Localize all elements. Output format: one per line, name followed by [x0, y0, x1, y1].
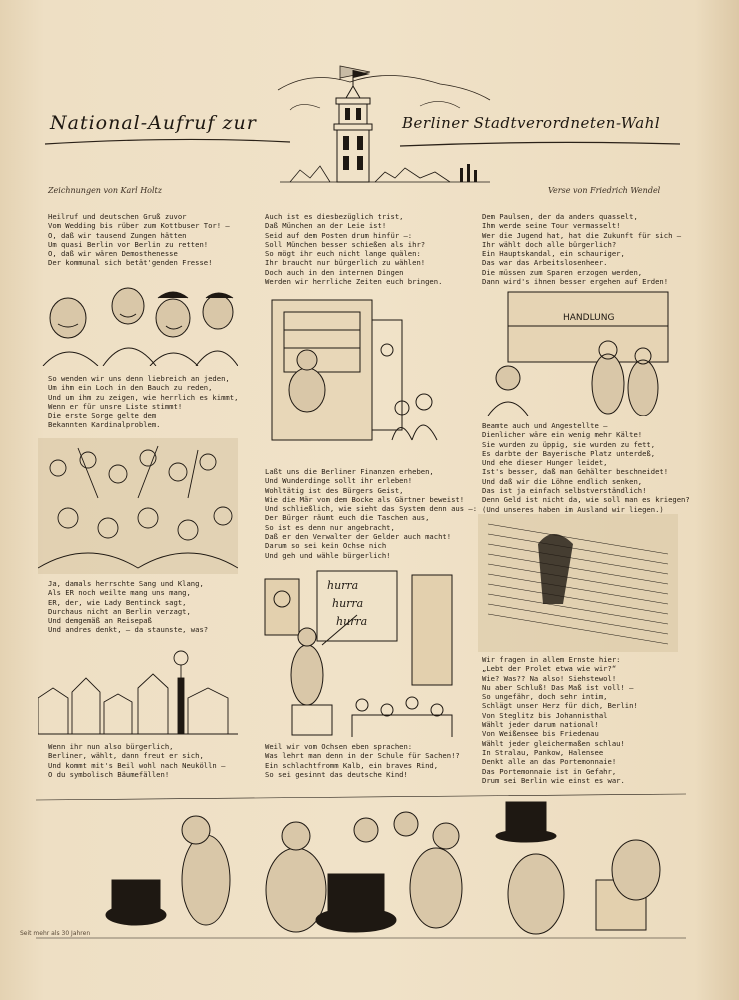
board-text-2: hurra — [332, 597, 364, 610]
verse-line: Wenn er für unsre Liste stimmt! — [48, 401, 183, 411]
verse-line: Um quasi Berlin vor Berlin zu retten! — [48, 239, 209, 249]
verse-line: Und Wunderdinge sollt ihr erleben! — [265, 476, 413, 486]
verse-line: Wählt jeder darum national! — [482, 720, 599, 730]
title-right: Berliner Stadtverordneten-Wahl — [402, 114, 661, 132]
verse-line: Ist's besser, daß man Gehälter beschneidet! — [482, 467, 669, 477]
verse-line: Ihm werde seine Tour vermasselt! — [482, 221, 621, 231]
verse-line: Das war das Arbeitslosenheer. — [482, 258, 608, 268]
verse-line: „Lebt der Prolet etwa wie wir?“ — [482, 664, 617, 674]
masthead — [40, 60, 700, 190]
verse-line: Seid auf dem Posten drum hinfür —: — [265, 230, 413, 240]
verse-line: Wir fragen in allem Ernste hier: — [482, 655, 621, 664]
verse-right-2 — [482, 421, 690, 514]
illustration-safe — [262, 290, 462, 460]
verse-line: Beamte auch und Angestellte — — [482, 421, 608, 430]
verse-line: Bekannten Kardinalproblem. — [48, 420, 161, 430]
verse-line: Ihr braucht nur bürgerlich zu wählen! — [265, 258, 426, 268]
verse-left-3 — [48, 579, 208, 635]
verse-line: Durchaus nicht an Berlin verzagt, — [48, 606, 191, 616]
verse-line: ER, der, wie Lady Bentinck sagt, — [48, 597, 187, 607]
verse-left-4 — [48, 742, 225, 779]
verse-line: So sei gesinnt das deutsche Kind! — [265, 769, 408, 779]
illustration-stock-table — [478, 514, 678, 652]
verse-line: O, daß wir wären Demosthenesse — [48, 249, 178, 259]
verse-line: Und geh und wähle bürgerlich! — [265, 550, 391, 560]
verse-line: Laßt uns die Berliner Finanzen erheben, — [265, 467, 434, 476]
verse-line: Und daß wir die Löhne endlich senken, — [482, 476, 643, 486]
verse-line: Als ER noch weilte mang uns mang, — [48, 588, 191, 598]
board-text-3: hurra — [336, 615, 368, 628]
verse-line: Wählt jeder gleichermaßen schlau! — [482, 738, 625, 748]
verse-line: Soll München besser schießen als ihr? — [265, 239, 426, 249]
illustration-cheering-crowd — [38, 438, 238, 574]
verse-line: Und kommt mit's Beil wohl nach Neukölln — — [48, 760, 226, 770]
verse-line: Der kommunal sich betät'genden Fresse! — [48, 258, 213, 268]
drawings-credit: Zeichnungen von Karl Holtz — [48, 186, 162, 195]
verse-line: Schlägt unser Herz für dich, Berlin! — [482, 701, 638, 711]
verse-line: Was lehrt man denn in der Schule für Sachen!? — [265, 751, 460, 761]
verse-line: Das Portemonnaie ist in Gefahr, — [482, 766, 617, 776]
verse-line: Und andres denkt, — da staunste, was? — [48, 625, 209, 635]
verse-line: Wie die Mär vom dem Bocke als Gärtner beweist! — [265, 494, 465, 504]
verse-right-1 — [482, 212, 681, 286]
verse-line: (Und unseres haben im Ausland wir liegen.) — [482, 504, 664, 514]
verse-left-1 — [48, 212, 230, 268]
shop-sign: HANDLUNG — [563, 313, 615, 323]
verse-line: Ein Hauptskandal, ein schauriger, — [482, 249, 625, 259]
verse-line: Darum so sei kein Ochse nich — [265, 541, 387, 551]
verse-line: So mögt ihr euch nicht lange quälen: — [265, 249, 421, 259]
verse-line: Denkt alle an das Portemonnaie! — [482, 757, 617, 767]
verse-line: Daß München an der Leie ist! — [265, 221, 387, 231]
verse-line: Heilruf und deutschen Gruß zuvor — [48, 212, 187, 221]
verse-line: Doch auch in den internen Dingen — [265, 267, 404, 277]
verse-line: Und um ihm zu zeigen, wie herrlich es kimmt, — [48, 392, 239, 402]
verse-line: Berliner, wählt, dann freut er sich, — [48, 751, 204, 761]
verse-line: Vom Wedding bis rüber zum Kottbuser Tor! — — [48, 221, 230, 231]
board-text-1: hurra — [327, 579, 359, 592]
verse-middle-3 — [265, 742, 460, 779]
verse-line: Drum sei Berlin wie einst es war. — [482, 775, 625, 785]
verse-right-3 — [482, 655, 638, 785]
verse-line: In Stralau, Pankow, Halensee — [482, 747, 604, 757]
verse-line: Von Weißensee bis Friedenau — [482, 729, 599, 739]
verse-line: Wenn ihr nun also bürgerlich, — [48, 742, 174, 751]
verse-line: Ihr wählt doch alle bürgerlich? — [482, 239, 617, 249]
verse-line: Wohltätig ist des Bürgers Geist, — [265, 485, 404, 495]
illustration-crowd-heads — [38, 278, 238, 366]
verse-line: Nu aber Schluß! Das Maß ist voll! — — [482, 682, 634, 692]
verse-line: Dem Paulsen, der da anders quasselt, — [482, 212, 638, 221]
title-left: National-Aufruf zur — [50, 112, 257, 134]
verse-line: Der Bürger räumt euch die Taschen aus, — [265, 513, 430, 523]
verse-line: So ungefähr, doch sehr intim, — [482, 692, 608, 702]
verse-line: Dann wird's ihnen besser ergehen auf Erden! — [482, 277, 669, 287]
verse-line: Und schließlich, wie sieht das System denn aus —: — [265, 504, 478, 514]
verse-line: Von Steglitz bis Johannisthal — [482, 710, 608, 720]
verse-line: Werden wir herrliche Zeiten euch bringen. — [265, 277, 443, 287]
verse-line: Auch ist es diesbezüglich trist, — [265, 212, 404, 221]
verse-middle-1 — [265, 212, 442, 286]
verse-line: Und demgemäß an Reisepaß — [48, 616, 152, 626]
verse-line: Sie wurden zu üppig, sie wurden zu fett, — [482, 439, 656, 449]
verse-line: O, daß wir tausend Zungen hätten — [48, 230, 187, 240]
verse-line: Die müssen zum Sparen erzogen werden, — [482, 267, 643, 277]
footer-text: Seit mehr als 30 Jahren — [20, 930, 91, 937]
verse-line: Es darbte der Bayerische Platz unterdeß, — [482, 448, 656, 458]
verse-line: O du symbolisch Bäumefällen! — [48, 769, 170, 779]
verse-line: Wer die Jugend hat, hat die Zukunft für sich — — [482, 230, 682, 240]
verse-line: Dienlicher wäre ein wenig mehr Kälte! — [482, 430, 643, 440]
illustration-bottom-panorama — [36, 790, 686, 940]
verse-line: Ja, damals herrschte Sang und Klang, — [48, 579, 204, 588]
verse-line: Und ehe dieser Hunger leidet, — [482, 458, 608, 468]
verse-middle-2 — [265, 467, 477, 560]
illustration-city-axe — [38, 648, 238, 736]
verse-line: So ist es denn nur angebracht, — [265, 522, 395, 532]
verse-left-2 — [48, 374, 238, 430]
verse-line: Die erste Sorge gelte dem — [48, 411, 157, 421]
verses-credit: Verse von Friedrich Wendel — [548, 186, 661, 195]
verse-line: Daß er den Verwalter der Gelder auch macht! — [265, 532, 452, 542]
verse-line: Weil wir vom Ochsen eben sprachen: — [265, 742, 413, 751]
verse-line: So wenden wir uns denn liebreich an jeden, — [48, 374, 230, 383]
verse-line: Wie? Was?? Na also! Siehstewol! — [482, 673, 617, 683]
illustration-shop-window — [478, 288, 678, 416]
verse-line: Ein schlachtfromm Kalb, ein braves Rind, — [265, 760, 439, 770]
verse-line: Denn Geld ist nicht da, wie soll man es kriegen? — [482, 495, 690, 505]
verse-line: Das ist ja einfach selbstverständlich! — [482, 486, 647, 496]
verse-line: Um ihm ein Loch in den Bauch zu reden, — [48, 383, 213, 393]
illustration-classroom — [262, 565, 462, 737]
